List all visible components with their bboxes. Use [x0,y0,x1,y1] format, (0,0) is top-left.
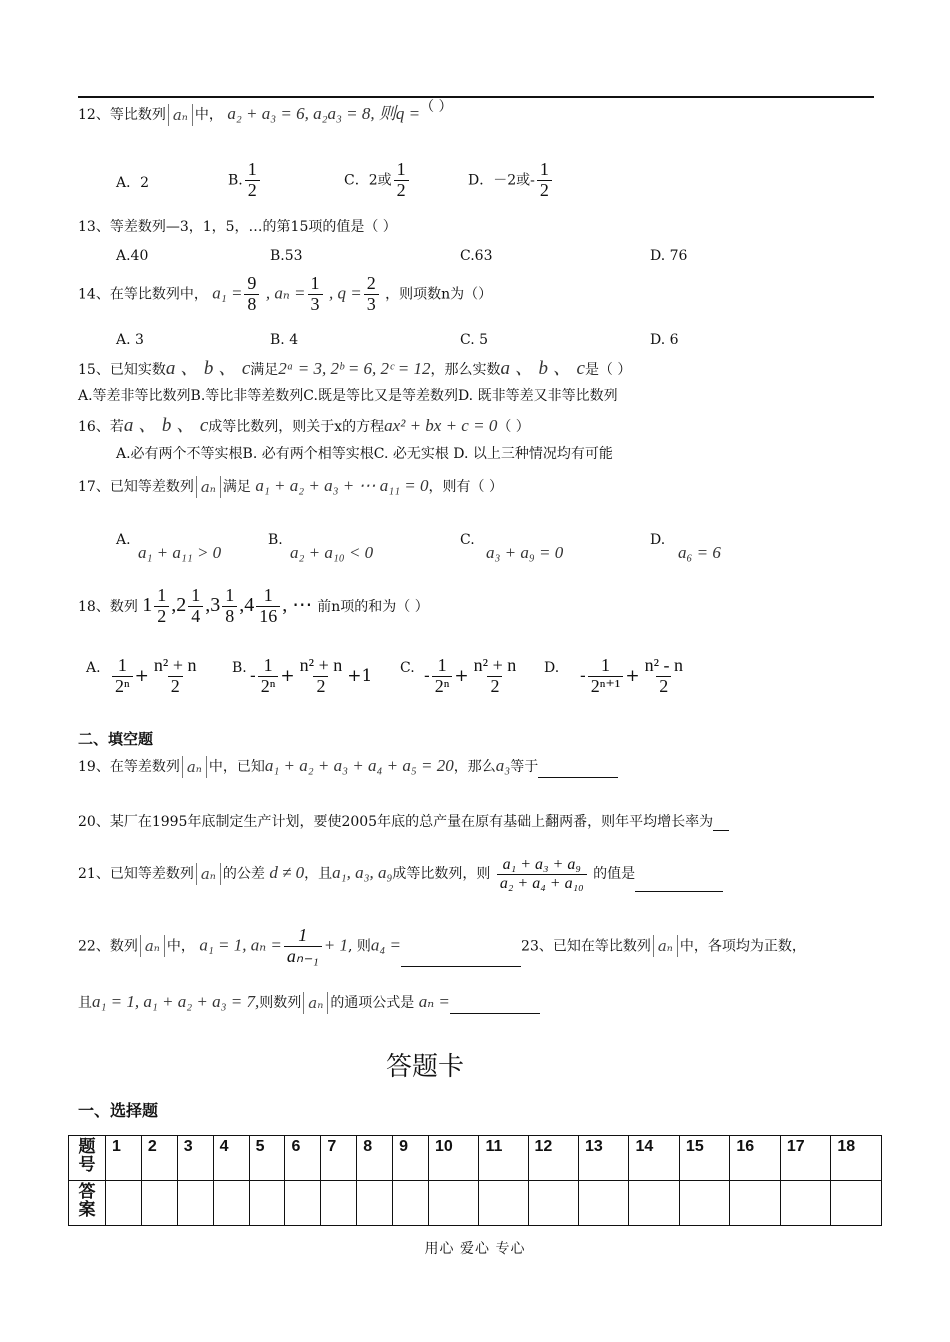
top-rule [78,96,874,98]
answer-cell[interactable] [285,1181,321,1226]
q18-option-d [580,656,688,697]
q18-b-plus: + [280,665,295,686]
q17-mid: 满足 [222,479,251,495]
question-12 [78,99,453,126]
frac-denominator: 2ⁿ [432,676,453,697]
q17-option-d: a₆ = 6 [678,543,721,562]
q18-stem: 18、数列 [78,598,138,615]
frac-denominator: 2 [537,180,552,201]
q16-mid: 成等比数列，则关于x的方程 [208,419,385,435]
frac-numerator: 9 [247,273,257,293]
q12-paren: （ ） [420,99,453,115]
q18-b-plus1: +1 [347,665,373,686]
question-number-cell: 11 [479,1136,528,1181]
frac-denominator: 16 [256,606,280,627]
q17-sequence: aₙ [196,476,221,498]
q16-options: A.必有两个不等实根B. 必有两个相等实根C. 必无实根 D. 以上三种情况均有可能 [116,446,613,462]
frac-numerator: 1 [117,655,127,675]
answer-cell[interactable] [578,1181,628,1226]
q12-sequence: aₙ [168,104,193,126]
question-21 [78,856,723,892]
frac-numerator: 1 [157,585,167,605]
q21-mid3: 成等比数列，则 [392,866,491,883]
frac-numerator: 2 [366,273,376,293]
question-number-cell: 12 [528,1136,578,1181]
question-number-cell: 8 [357,1136,393,1181]
q22-mid: 中， [166,938,195,955]
q18-option-c-label: C. [400,660,415,676]
frac-denominator: 2 [245,180,260,201]
q14-an: , aₙ = [265,283,306,303]
q23-sequence: aₙ [653,935,678,957]
q21-stem: 21、已知等差数列 [78,866,194,883]
q18-c-frac2 [471,656,520,697]
q15-mid: 满足 [250,362,279,378]
frac-denominator: 2 [154,606,169,627]
q23-formula: a₁ = 1, a₁ + a₂ + a₃ = 7, [92,992,260,1011]
q18-option-b-label: B. [232,660,247,676]
question-number-cell: 17 [780,1136,830,1181]
question-number-cell: 14 [629,1136,679,1181]
question-16 [78,415,530,438]
frac-denominator: 2 [168,676,183,697]
q18-b-minus: - [250,665,256,686]
answer-cell[interactable] [679,1181,729,1226]
q13-option-c: C.63 [460,248,493,264]
question-15 [78,358,631,381]
frac-denominator: 2 [656,676,671,697]
frac-denominator: 8 [244,294,259,315]
q14-option-b: B. 4 [270,332,299,348]
q14-option-a: A. 3 [116,332,144,348]
question-number-cell: 7 [321,1136,357,1181]
q18-frac-4 [256,586,280,627]
q19-end: 等于 [510,759,539,775]
answer-cell[interactable] [528,1181,578,1226]
question-14 [78,274,492,315]
answer-cell[interactable] [780,1181,830,1226]
q14-q: , q = [328,283,362,303]
q18-dots: , ⋯ [282,593,313,616]
frac-numerator: 1 [396,159,406,179]
question-number-cell: 13 [578,1136,628,1181]
q21-answer-blank[interactable] [635,891,723,892]
q12-option-d [468,160,554,201]
frac-numerator: 1 [247,159,257,179]
question-20 [78,814,729,831]
q23-stem: 23、已知在等比数列 [521,938,651,955]
q22-answer-blank[interactable] [401,966,521,967]
q20-answer-blank[interactable] [713,830,729,831]
q22-sequence: aₙ [140,935,165,957]
question-number-cell: 15 [679,1136,729,1181]
answer-cell[interactable] [106,1181,142,1226]
question-number-cell: 1 [106,1136,142,1181]
q14-option-c: C. 5 [460,332,489,348]
q23-sequence2: aₙ [303,992,328,1014]
q15-formula: 2ᵃ = 3, 2ᵇ = 6, 2ᶜ = 12 [278,359,431,378]
frac-numerator: 1 [225,585,235,605]
q18-whole-3: ,3 [205,593,221,616]
q15-end: 是（ ） [584,362,632,378]
frac-denominator: 2ⁿ⁺¹ [588,676,624,697]
frac-numerator: n² + n [473,655,517,675]
q12-option-c-label: C．2或 [344,172,392,189]
question-17 [78,476,503,498]
frac-denominator: 2 [394,180,409,201]
q14-stem: 14、在等比数列中， [78,286,208,303]
frac-denominator: 8 [222,606,237,627]
q15-tail: ，那么实数 [430,362,501,378]
frac-numerator: 1 [263,655,273,675]
q18-a-plus: + [134,665,149,686]
q12-option-b [228,160,262,201]
frac-numerator: n² - n [644,655,683,675]
frac-denominator: 2ⁿ [112,676,133,697]
q23-line2c: 的通项公式是 [330,995,415,1011]
question-23-line2 [78,992,540,1014]
q18-b-frac2 [297,656,346,697]
frac-denominator: 2 [487,676,502,697]
question-19 [78,756,618,778]
answer-cell[interactable] [479,1181,528,1226]
page-footer: 用心 爱心 专心 [424,1241,526,1257]
q18-frac-2 [188,586,203,627]
frac-numerator: 1 [310,273,320,293]
answer-card-section: 一、选择题 [78,1101,159,1120]
q18-option-a [110,656,201,697]
question-number-cell: 5 [249,1136,285,1181]
frac-denominator: 4 [188,606,203,627]
question-number-cell: 9 [393,1136,429,1181]
q17-tail: ，则有（ ） [428,479,503,495]
q22-a4: a₄ = [370,935,402,955]
frac-numerator: 1 [298,925,308,945]
q12-option-c-frac [394,160,409,201]
q14-tail: ，则项数n为（） [385,286,493,303]
q23-mid: 中，各项均为正数， [679,938,806,955]
question-number-cell: 18 [831,1136,882,1181]
q16-stem: 16、若 [78,419,124,435]
q18-whole-1: 1 [142,593,153,616]
row-header-answer: 答案 [69,1181,106,1226]
q17-option-b-label: B. [268,532,283,548]
q18-d-minus: - [580,665,586,686]
q18-frac-1 [154,586,169,627]
q18-c-frac1 [432,656,453,697]
q23-an: aₙ = [418,992,450,1011]
q18-whole-4: ,4 [239,593,255,616]
answer-cell[interactable] [730,1181,780,1226]
q22-formula: a₁ = 1, aₙ = [199,935,282,955]
q21-sequence: aₙ [196,863,221,885]
frac-numerator: a₁ + a₃ + a₉ [502,856,581,873]
q13-option-d: D. 76 [650,248,688,264]
q19-stem: 19、在等差数列 [78,759,180,775]
q16-formula: ax² + bx + c = 0 [384,416,498,435]
q18-c-plus: + [454,665,469,686]
q17-option-d-label: D. [650,532,666,548]
answer-cell[interactable] [393,1181,429,1226]
q18-a-frac1 [112,656,133,697]
q19-formula: a₁ + a₂ + a₃ + a₄ + a₅ = 20 [264,756,454,775]
answer-card-answer-row [69,1181,882,1226]
q20-stem: 20、某厂在1995年底制定生产计划，要使2005年底的总产量在原有基础上翻两番，则年平均增长率为 [78,814,714,830]
row-header-number: 题号 [69,1136,106,1181]
q17-option-b: a₂ + a₁₀ < 0 [290,543,374,562]
q21-end: 的值是 [593,866,636,883]
q12-option-a: A．2 [116,175,150,191]
q18-option-c [424,656,521,697]
question-number-cell: 10 [429,1136,479,1181]
frac-denominator: aₙ₋₁ [284,946,322,967]
q12-option-c [344,160,411,201]
frac-numerator: 1 [601,655,611,675]
q12-option-b-frac [245,160,260,201]
q17-stem: 17、已知等差数列 [78,479,194,495]
answer-cell[interactable] [213,1181,249,1226]
q18-frac-3 [222,586,237,627]
frac-denominator: 2 [313,676,328,697]
frac-numerator: 1 [263,585,273,605]
q18-whole-2: ,2 [171,593,187,616]
question-18 [78,586,429,627]
frac-numerator: n² + n [153,655,197,675]
frac-denominator: 3 [364,294,379,315]
frac-denominator: a₂ + a₄ + a₁₀ [497,874,587,893]
answer-cell[interactable] [357,1181,393,1226]
q12-mid: 中， [194,107,223,123]
q13-option-a: A.40 [116,248,149,264]
question-number-cell: 6 [285,1136,321,1181]
q14-frac-q [364,274,379,315]
answer-cell[interactable] [629,1181,679,1226]
frac-denominator: 2ⁿ [258,676,279,697]
frac-numerator: 1 [191,585,201,605]
answer-card-table [68,1135,882,1226]
answer-cell[interactable] [429,1181,479,1226]
q19-mid: 中，已知 [208,759,265,775]
q12-option-b-label: B. [228,172,243,189]
q22-fraction [284,926,322,967]
q17-option-c: a₃ + a₉ = 0 [486,543,564,562]
answer-cell[interactable] [249,1181,285,1226]
section-fill-in-title: 二、填空题 [78,730,154,748]
q14-option-d: D. 6 [650,332,679,348]
answer-card-number-row [69,1136,882,1181]
q12-option-d-label: D．－2或- [468,172,535,189]
q19-a3: a₃ [495,756,511,775]
q17-formula: a₁ + a₂ + a₃ + ⋯ a₁₁ = 0 [255,476,429,495]
frac-numerator: n² + n [299,655,343,675]
q14-frac-a1 [244,274,259,315]
q15-vars2: a 、 b 、 c [500,358,585,379]
q21-terms: a₁, a₃, a₉ [332,863,393,883]
q18-option-d-label: D. [544,660,560,676]
q23-answer-blank[interactable] [450,1013,540,1014]
answer-cell[interactable] [321,1181,357,1226]
q19-tail: ，那么 [453,759,496,775]
q18-d-frac1 [588,656,624,697]
question-13: 13、等差数列—3，1，5，…的第15项的值是（ ） [78,219,397,235]
frac-denominator: 3 [308,294,323,315]
q18-tail: 前n项的和为（ ） [317,598,429,615]
frac-numerator: 1 [539,159,549,179]
answer-cell[interactable] [141,1181,177,1226]
q17-option-a-label: A. [116,532,131,548]
question-number-cell: 2 [141,1136,177,1181]
q14-frac-an [308,274,323,315]
q18-d-plus: + [625,665,640,686]
q18-option-a-label: A. [86,660,101,676]
q18-d-frac2 [642,656,686,697]
q15-vars: a 、 b 、 c [165,358,251,379]
q16-tail: （ ） [497,419,530,435]
question-number-cell: 4 [213,1136,249,1181]
answer-cell[interactable] [177,1181,213,1226]
q22-mid2: , 则 [347,938,371,955]
question-22 [78,926,806,967]
q19-answer-blank[interactable] [538,777,618,778]
q21-fraction [497,856,587,892]
q12-option-d-frac [537,160,552,201]
q21-d: d ≠ 0 [269,863,305,883]
q12-formula: a₂ + a₃ = 6, a₂a₃ = 8, 则q = [227,104,421,123]
q12-stem: 12、等比数列 [78,107,166,123]
answer-cell[interactable] [831,1181,882,1226]
q15-options: A.等差非等比数列B.等比非等差数列C.既是等比又是等差数列D. 既非等差又非等比数列 [78,388,618,404]
q21-mid: 的公差 [222,866,265,883]
q15-stem: 15、已知实数 [78,362,166,378]
q22-plus-one: + 1 [323,935,348,955]
answer-card-title: 答题卡 [385,1052,464,1082]
q22-stem: 22、数列 [78,938,138,955]
q14-a1: a₁ = [212,283,243,303]
q19-sequence: aₙ [182,756,207,778]
q18-c-minus: - [424,665,430,686]
q17-option-a: a₁ + a₁₁ > 0 [138,543,222,562]
q23-line2b: 则数列 [259,995,302,1011]
q13-option-b: B.53 [270,248,303,264]
question-number-cell: 16 [730,1136,780,1181]
q16-vars: a 、 b 、 c [123,415,209,436]
q18-option-b [250,656,372,697]
question-number-cell: 3 [177,1136,213,1181]
frac-numerator: 1 [437,655,447,675]
q18-b-frac1 [258,656,279,697]
q23-line2a: 且 [78,995,92,1011]
q21-mid2: ，且 [304,866,333,883]
q18-a-frac2 [151,656,200,697]
q17-option-c-label: C. [460,532,475,548]
